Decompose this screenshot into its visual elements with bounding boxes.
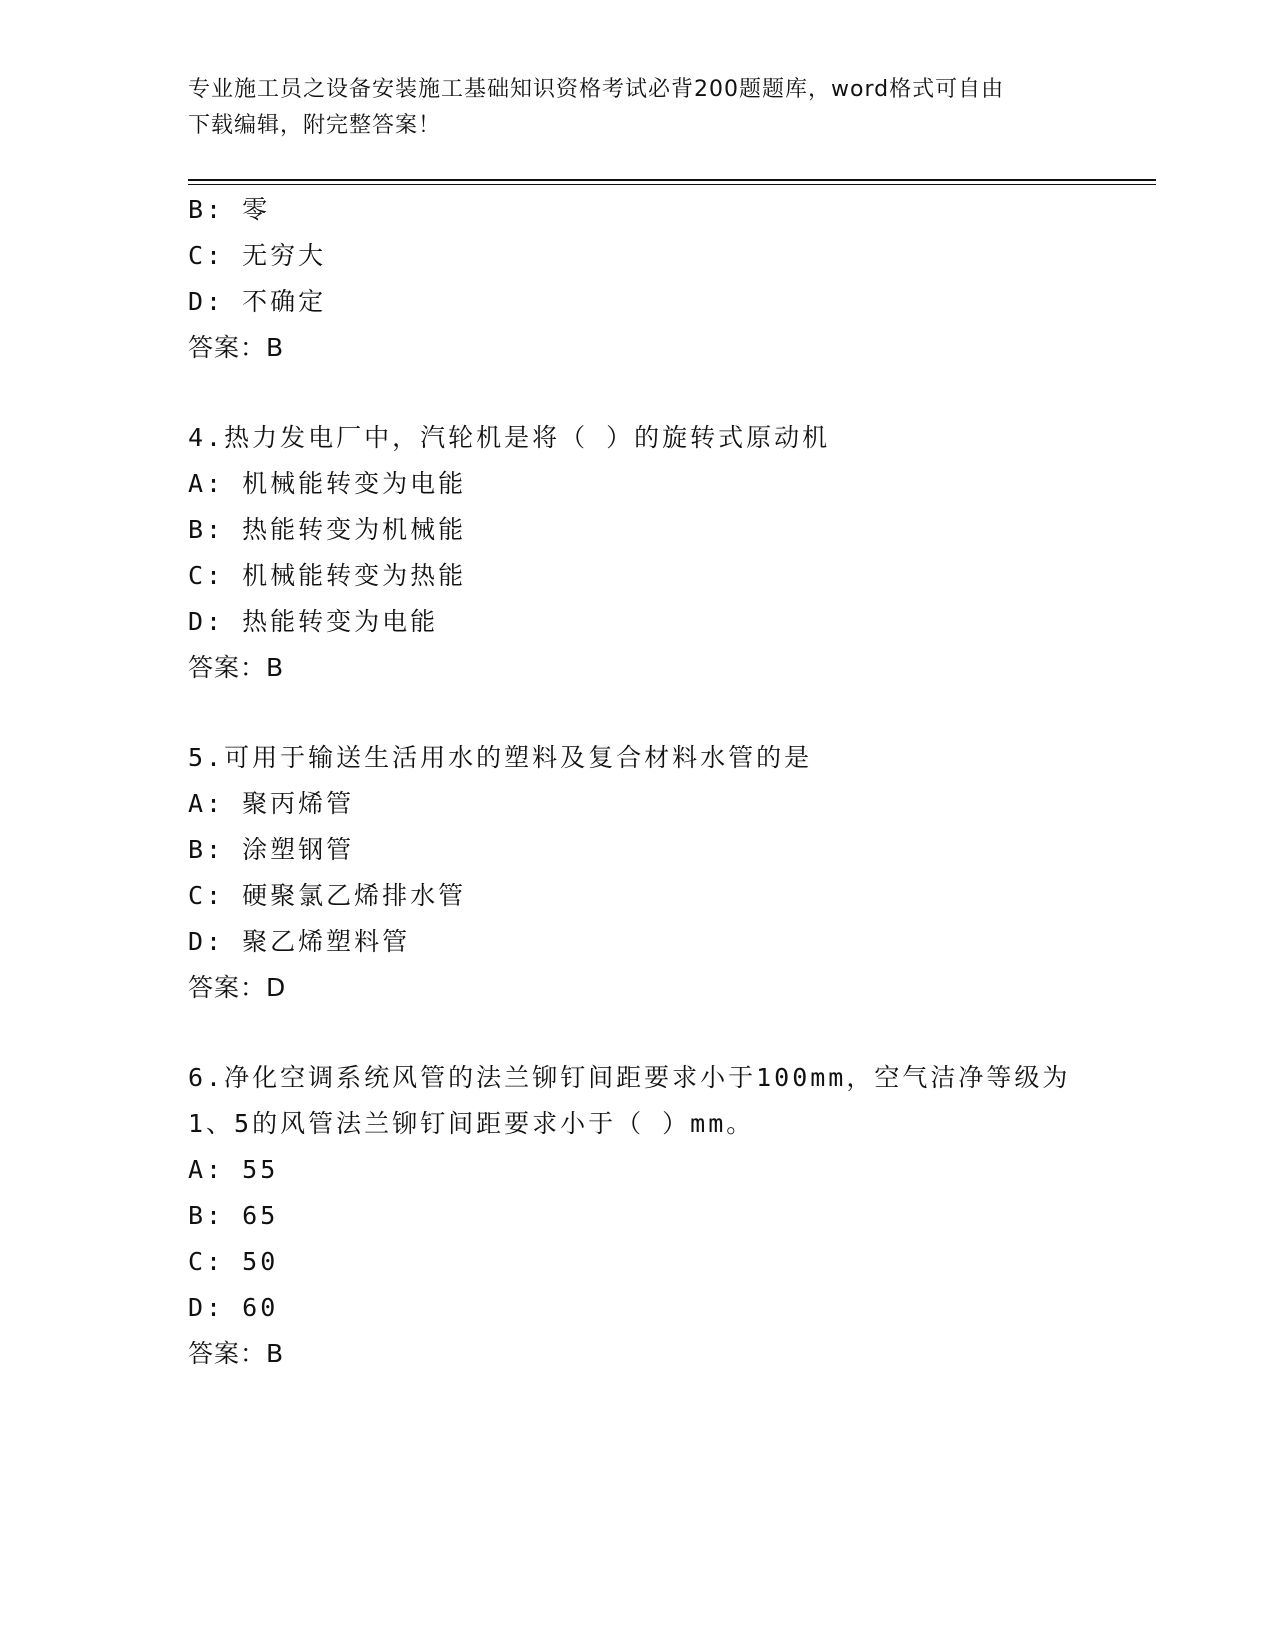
answer-line: 答案：B xyxy=(188,333,285,362)
option-d: D: 不确定 xyxy=(188,287,327,316)
question-block-6 xyxy=(188,1055,1088,1377)
question-text: 4.热力发电厂中，汽轮机是将（ ）的旋转式原动机 xyxy=(188,423,831,452)
option-a: A: 机械能转变为电能 xyxy=(188,469,467,498)
spacer xyxy=(188,1011,1088,1055)
question-text-line-1: 6.净化空调系统风管的法兰铆钉间距要求小于100mm，空气洁净等级为 xyxy=(188,1063,1071,1092)
question-text: 5.可用于输送生活用水的塑料及复合材料水管的是 xyxy=(188,743,813,772)
question-block-4 xyxy=(188,415,1088,691)
answer-line: 答案：D xyxy=(188,973,287,1002)
question-block-3-partial xyxy=(188,187,1088,371)
answer-line: 答案：B xyxy=(188,653,285,682)
option-b: B: 65 xyxy=(188,1201,279,1230)
question-text-line-2: 1、5的风管法兰铆钉间距要求小于（ ）mm。 xyxy=(188,1109,755,1138)
spacer xyxy=(188,371,1088,415)
option-d: D: 聚乙烯塑料管 xyxy=(188,927,411,956)
option-a: A: 聚丙烯管 xyxy=(188,789,355,818)
question-list xyxy=(188,187,1088,1377)
option-b: B: 涂塑钢管 xyxy=(188,835,355,864)
option-c: C: 机械能转变为热能 xyxy=(188,561,467,590)
answer-line: 答案：B xyxy=(188,1339,285,1368)
header-title-line-1: 专业施工员之设备安装施工基础知识资格考试必背200题题库，word格式可自由 xyxy=(188,77,1005,102)
option-d: D: 热能转变为电能 xyxy=(188,607,439,636)
header-title-line-2: 下载编辑，附完整答案！ xyxy=(188,113,442,138)
option-c: C: 50 xyxy=(188,1247,279,1276)
option-b: B: 零 xyxy=(188,195,271,224)
option-d: D: 60 xyxy=(188,1293,279,1322)
option-b: B: 热能转变为机械能 xyxy=(188,515,467,544)
option-a: A: 55 xyxy=(188,1155,279,1184)
header-divider-thick xyxy=(188,179,1156,181)
question-block-5 xyxy=(188,735,1088,1011)
header-divider-thin xyxy=(188,184,1156,185)
document-header xyxy=(188,72,1088,144)
option-c: C: 无穷大 xyxy=(188,241,327,270)
option-c: C: 硬聚氯乙烯排水管 xyxy=(188,881,467,910)
spacer xyxy=(188,691,1088,735)
